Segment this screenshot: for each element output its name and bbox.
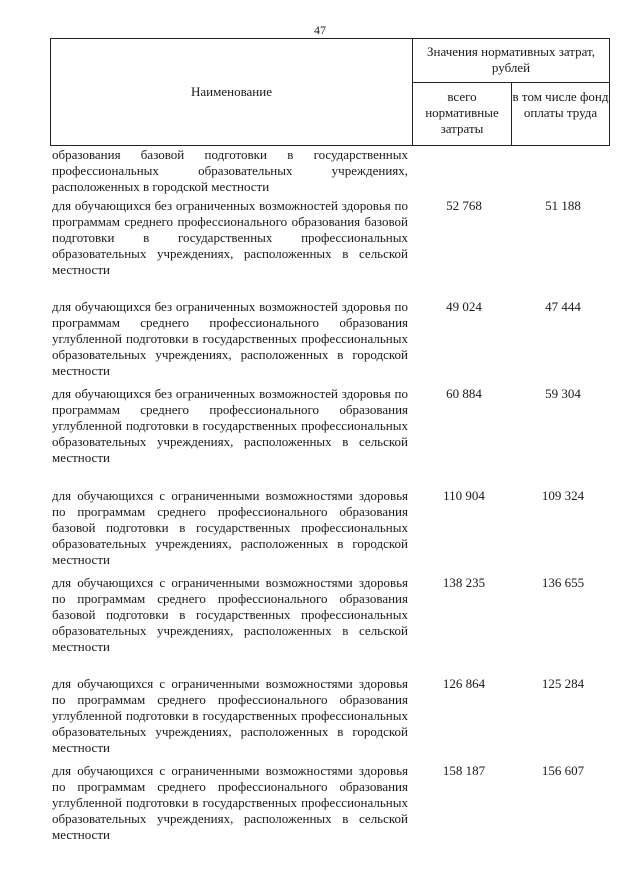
row-wage: 51 188 <box>545 198 581 213</box>
row-total: 110 904 <box>443 488 485 503</box>
row-total: 126 864 <box>442 676 486 691</box>
row-name: образования базовой подготовки в государственных профессиональных образовательных учреждениях, расположенных в городской местности <box>52 147 408 194</box>
row-wage: 136 655 <box>541 575 585 590</box>
row-wage: 125 284 <box>541 676 585 691</box>
row-wage: 156 607 <box>541 763 585 778</box>
row-wage: 47 444 <box>545 299 581 314</box>
row-wage: 109 324 <box>541 488 585 503</box>
table-header <box>50 38 610 146</box>
header-wage: в том числе фонд оплаты труда <box>511 82 610 146</box>
row-wage: 59 304 <box>545 386 581 401</box>
header-name: Наименование <box>50 38 413 146</box>
row-name: для обучающихся с ограниченными возможностями здоровья по программам среднего профессионального образования базовой подготовки в государственных профессиональных образовательных учреждениях, расположенных в городской местности <box>52 488 408 567</box>
row-name: для обучающихся без ограниченных возможностей здоровья по программам среднего профессионального образования базовой подготовки в государственных профессиональных образовательных учреждениях, расположенных в сельской местности <box>52 198 408 277</box>
row-name: для обучающихся с ограниченными возможностями здоровья по программам среднего профессионального образования углубленной подготовки в государственных профессиональных образовательных учреждениях, расположенных в городской местности <box>52 676 408 755</box>
row-name: для обучающихся без ограниченных возможностей здоровья по программам среднего профессионального образования углубленной подготовки в государственных профессиональных образовательных учреждениях, расположенных в сельской местности <box>52 386 408 465</box>
header-values: Значения нормативных затрат, рублей <box>412 38 610 83</box>
row-total: 158 187 <box>442 763 486 778</box>
page-number: 47 <box>314 23 326 37</box>
header-total: всего нормативные затраты <box>412 82 512 146</box>
row-total: 138 235 <box>442 575 486 590</box>
row-total: 60 884 <box>446 386 482 401</box>
row-name: для обучающихся с ограниченными возможностями здоровья по программам среднего профессионального образования базовой подготовки в государственных профессиональных образовательных учреждениях, расположенных в сельской местности <box>52 575 408 654</box>
row-total: 52 768 <box>446 198 482 213</box>
row-name: для обучающихся с ограниченными возможностями здоровья по программам среднего профессионального образования углубленной подготовки в государственных профессиональных образовательных учреждениях, расположенных в сельской местности <box>52 763 408 842</box>
row-total: 49 024 <box>446 299 482 314</box>
row-name: для обучающихся без ограниченных возможностей здоровья по программам среднего профессионального образования углубленной подготовки в государственных профессиональных образовательных учреждениях, расположенных в городской местности <box>52 299 408 378</box>
